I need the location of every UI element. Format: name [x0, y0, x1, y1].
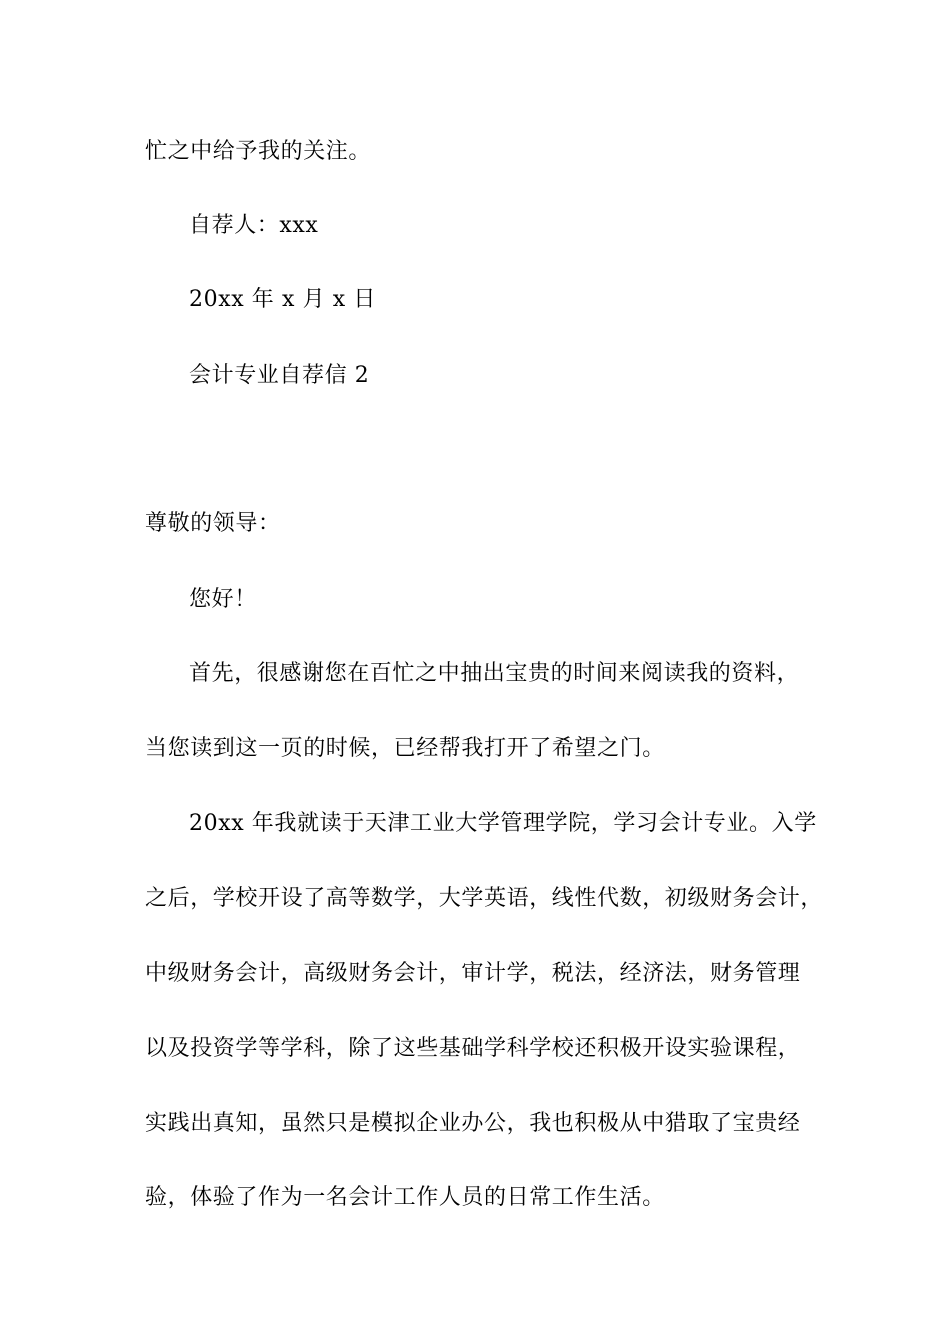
- paragraph-line: 当您读到这一页的时候，已经帮我打开了希望之门。: [145, 736, 665, 761]
- paragraph-line: 以及投资学等学科，除了这些基础学科学校还积极开设实验课程，: [145, 1036, 801, 1061]
- paragraph-line: 中级财务会计，高级财务会计，审计学，税法，经济法，财务管理: [145, 961, 801, 986]
- paragraph-line: 首先，很感谢您在百忙之中抽出宝贵的时间来阅读我的资料，: [189, 661, 800, 686]
- greeting: 您好！: [189, 587, 257, 612]
- paragraph-line: 验，体验了作为一名会计工作人员的日常工作生活。: [145, 1185, 665, 1210]
- section-title: 会计专业自荐信 2: [189, 363, 370, 388]
- paragraph-continuation: 忙之中给予我的关注。: [145, 139, 372, 164]
- salutation: 尊敬的领导：: [145, 511, 281, 536]
- date-line: 20xx 年 x 月 x 日: [189, 287, 376, 312]
- paragraph-line: 实践出真知，虽然只是模拟企业办公，我也积极从中猎取了宝贵经: [145, 1111, 801, 1136]
- paragraph-line: 之后，学校开设了高等数学，大学英语，线性代数，初级财务会计，: [145, 886, 824, 911]
- paragraph-line: 20xx 年我就读于天津工业大学管理学院，学习会计专业。入学: [189, 811, 817, 836]
- signature-line: 自荐人：xxx: [189, 213, 319, 238]
